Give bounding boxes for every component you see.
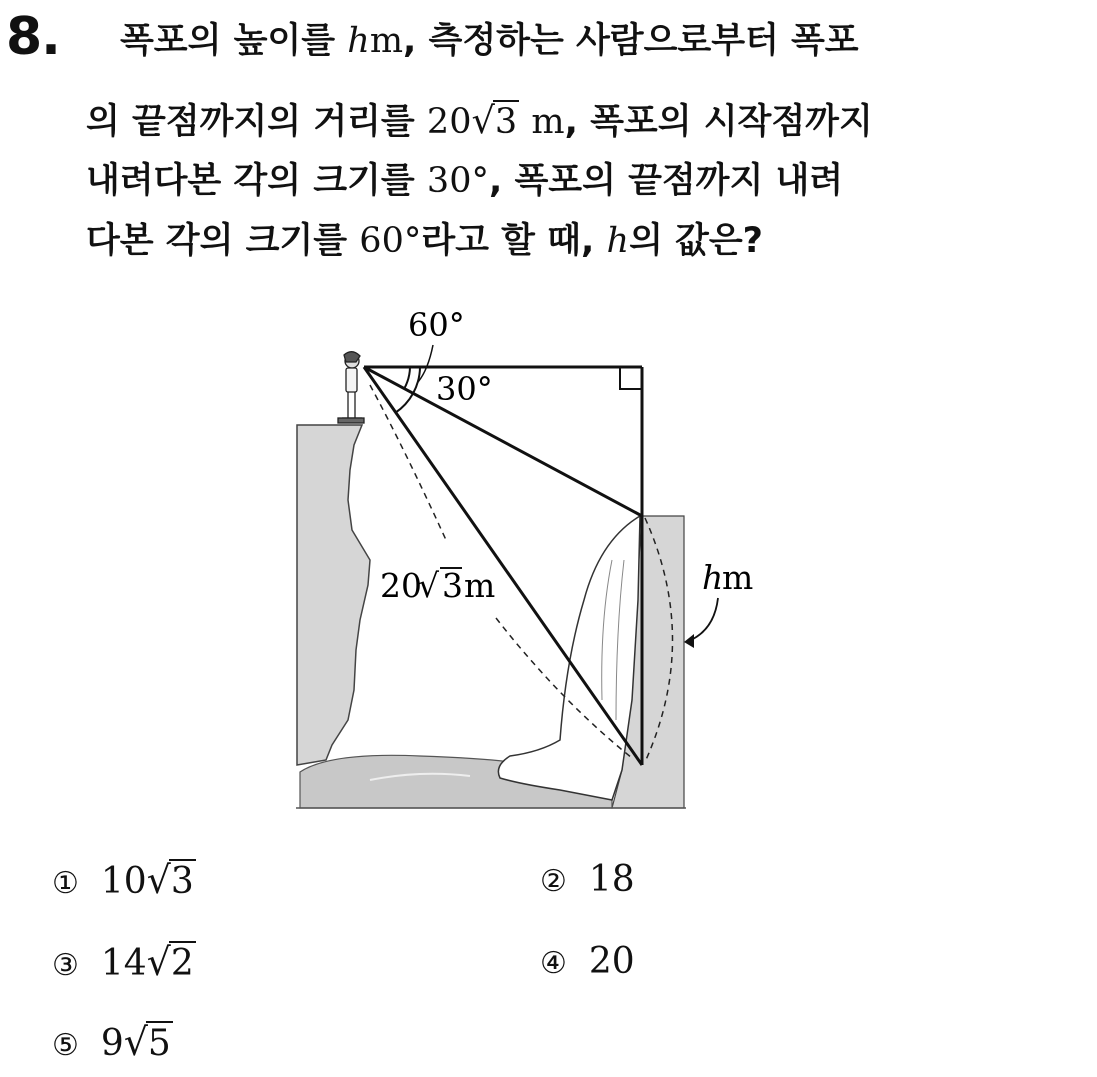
sqrt-expression: √3 <box>146 858 194 902</box>
waterfall-stream <box>498 516 640 800</box>
question-text: 다본 각의 크기를 <box>86 221 348 261</box>
choice-marker: ④ <box>540 946 567 981</box>
left-cliff <box>297 425 370 765</box>
unit-m: m <box>531 102 565 142</box>
label-distance-coef: 20 <box>380 566 422 605</box>
choice-value: 18 <box>588 859 635 900</box>
right-angle-mark <box>620 367 642 389</box>
angle-30: 30 <box>426 161 472 201</box>
label-distance-sqrt: √ <box>418 566 440 605</box>
question-text: , 폭포의 시작점까지 <box>564 102 873 142</box>
degree-sign: ° <box>403 221 422 261</box>
question-text: , 측정하는 사람으로부터 폭포 <box>403 21 859 61</box>
height-pointer-arrowhead <box>684 634 694 648</box>
distance-dashed-arc-upper <box>370 385 446 540</box>
choice-marker: ③ <box>52 948 79 983</box>
radicand: 3 <box>170 861 194 902</box>
choice-1[interactable] <box>52 858 196 906</box>
choice-marker: ① <box>52 866 79 901</box>
label-pointer-60 <box>418 345 433 382</box>
question-text: 폭포의 높이를 <box>120 21 336 61</box>
question-text: 내려다본 각의 크기를 <box>86 161 415 201</box>
sqrt-expression: √2 <box>146 940 194 984</box>
question-text: 라고 할 때, <box>421 221 595 261</box>
label-distance-radicand: 3 <box>442 566 463 605</box>
question-text: 의 값은? <box>629 221 763 261</box>
label-h: h <box>702 558 724 597</box>
choice-marker: ② <box>540 864 567 899</box>
angle-arc-30 <box>404 367 410 389</box>
sqrt-expression: √5 <box>123 1020 171 1064</box>
unit-m: m <box>369 21 404 61</box>
sqrt-expression: √3 <box>471 99 518 142</box>
sight-line-top <box>364 367 642 516</box>
person-figure <box>338 352 364 423</box>
choice-coef: 14 <box>100 943 147 984</box>
question-text: 의 끝점까지의 거리를 <box>86 102 415 142</box>
height-pointer <box>686 598 718 642</box>
choice-2[interactable] <box>540 858 635 904</box>
degree-sign: ° <box>471 161 489 201</box>
radicand: 3 <box>494 102 518 142</box>
question-number: 8. <box>6 7 60 67</box>
label-60: 60° <box>408 306 465 344</box>
question-text: , 폭포의 끝점까지 내려 <box>488 161 844 201</box>
label-height <box>702 558 753 597</box>
label-distance-unit: m <box>464 566 496 605</box>
angle-60: 60 <box>359 221 404 261</box>
radicand: 2 <box>170 943 194 984</box>
label-h-unit: m <box>722 558 754 597</box>
radicand: 5 <box>147 1023 171 1064</box>
choice-coef: 10 <box>100 861 147 902</box>
label-30: 30° <box>436 370 493 408</box>
dist-coef: 20 <box>426 102 472 142</box>
choice-coef: 9 <box>100 1023 124 1064</box>
choice-value: 20 <box>588 941 635 982</box>
choice-4[interactable] <box>540 940 635 986</box>
label-distance <box>380 566 495 605</box>
choice-3[interactable] <box>52 940 196 988</box>
choice-marker: ⑤ <box>52 1028 79 1063</box>
var-h: h <box>347 21 370 61</box>
var-h: h <box>606 221 630 261</box>
choice-5[interactable] <box>52 1020 173 1068</box>
